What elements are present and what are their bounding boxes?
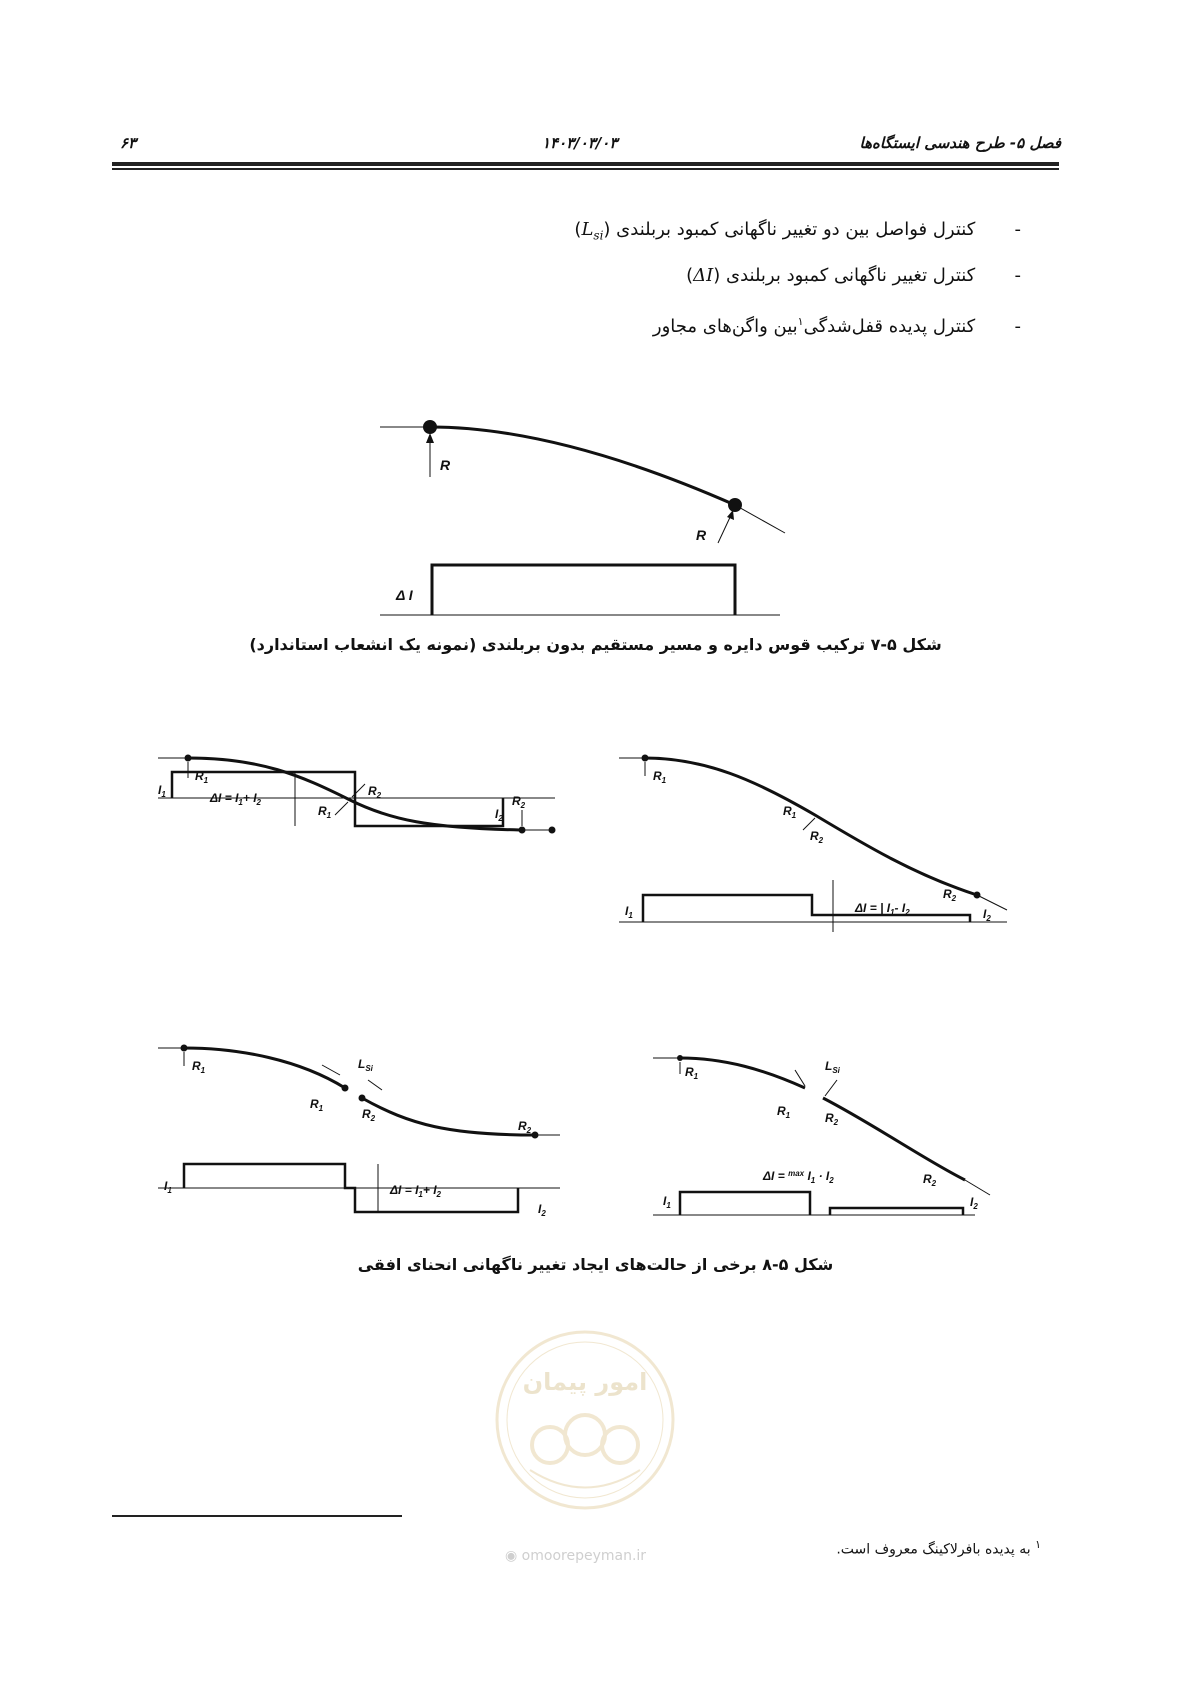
watermark-site-text: omoorepeyman.ir xyxy=(521,1548,647,1564)
delta-i-diagram xyxy=(432,565,735,615)
label-r1: $R_1$ xyxy=(192,1059,206,1075)
math-subscript: si xyxy=(593,228,604,243)
label-i1: $I_1$ xyxy=(625,904,633,920)
delta-i-diagram xyxy=(643,895,970,922)
point xyxy=(974,892,981,899)
label-r1: $R_1$ xyxy=(318,804,332,820)
point xyxy=(359,1095,366,1102)
curve-r2 xyxy=(362,1098,535,1135)
page-number: ۶۳ xyxy=(120,134,137,152)
label-r1: $R_1$ xyxy=(783,804,797,820)
label-i2: $I_2$ xyxy=(970,1195,978,1211)
bullet-text: کنترل پدیده قفل‌شدگی xyxy=(803,316,976,337)
label-r2: $R_2$ xyxy=(923,1172,937,1188)
bullet-item: - کنترل تغییر ناگهانی کمبود بربلندی (ΔI) xyxy=(686,265,1021,286)
watermark-logo xyxy=(490,1320,680,1520)
arrowhead xyxy=(426,433,434,443)
dimension-line xyxy=(322,1065,340,1075)
label-i2: $I_2$ xyxy=(538,1202,546,1218)
compound-curve xyxy=(645,758,977,895)
label-r1: $R_1$ xyxy=(195,769,209,785)
label-i1: $I_1$ xyxy=(663,1194,671,1210)
bullet-text: کنترل تغییر ناگهانی کمبود بربلندی ( xyxy=(713,265,976,286)
logo-text: امور پیمان xyxy=(522,1368,648,1396)
point xyxy=(642,755,649,762)
header-rule-thin xyxy=(112,168,1059,170)
footnote-rule xyxy=(112,1515,402,1517)
label-r-left: R xyxy=(440,457,451,473)
curve-r2 xyxy=(823,1098,965,1180)
point xyxy=(549,827,556,834)
label-r2: $R_2$ xyxy=(943,887,957,903)
point xyxy=(532,1132,539,1139)
label-r1: $R_1$ xyxy=(310,1097,324,1113)
gear-icon xyxy=(602,1427,638,1463)
bullet-item: - کنترل پدیده قفل‌شدگی$^۱$بین واگن‌های مجاور xyxy=(652,315,1021,337)
label-r1: $R_1$ xyxy=(685,1065,699,1081)
point xyxy=(342,1085,349,1092)
footnote-number: ۱ xyxy=(1035,1538,1041,1551)
figure-5-8-case-c xyxy=(150,1030,570,1225)
bullet-list xyxy=(574,215,1021,353)
arrow xyxy=(335,802,348,815)
label-i1: $I_1$ xyxy=(164,1179,172,1195)
footnote xyxy=(836,1538,1041,1558)
label-delta-i: Δ I xyxy=(396,587,413,603)
footnote-ref: ۱ xyxy=(797,315,804,328)
bullet-close-paren: ) xyxy=(686,265,694,286)
bullet-text: کنترل فواصل بین دو تغییر ناگهانی کمبود بربلندی ( xyxy=(603,219,976,240)
header-rule-thick xyxy=(112,162,1059,166)
bullet-text-after: بین واگن‌های مجاور xyxy=(652,316,798,337)
label-r1: $R_1$ xyxy=(777,1104,791,1120)
label-r1: $R_1$ xyxy=(653,769,667,785)
bullet-close-paren: ) xyxy=(574,219,582,240)
label-i2: $I_2$ xyxy=(983,907,991,923)
delta-i-diagram-2 xyxy=(830,1208,963,1215)
math-symbol: L xyxy=(581,219,594,240)
figure-7-caption: شکل ۵-۷ ترکیب قوس دایره و مسیر مستقیم بدون بربلندی (نمونه یک انشعاب استاندارد) xyxy=(249,635,942,654)
label-r2: $R_2$ xyxy=(368,784,382,800)
logo-grid-arc xyxy=(530,1470,640,1488)
dimension-line xyxy=(368,1080,382,1090)
label-lsi: $L_{Si}$ xyxy=(358,1057,373,1073)
figure-5-8-case-d xyxy=(645,1040,1005,1230)
circular-arc xyxy=(430,427,735,505)
label-r2: $R_2$ xyxy=(518,1119,532,1135)
label-lsi: $L_{Si}$ xyxy=(825,1059,840,1075)
logo-ring-inner xyxy=(507,1342,663,1498)
label-r-right: R xyxy=(696,527,707,543)
point xyxy=(185,755,192,762)
arc-start-point xyxy=(423,420,437,434)
label-delta-i: ΔI = $^{max}$ $I_1 \cdot I_2$ xyxy=(763,1169,834,1185)
gear-icon xyxy=(532,1427,568,1463)
label-r2: $R_2$ xyxy=(810,829,824,845)
label-r2: $R_2$ xyxy=(362,1107,376,1123)
tangent-line-right xyxy=(735,505,785,533)
label-delta-i: $\Delta I = I_1+ I_2$ xyxy=(210,791,261,807)
label-r2: $R_2$ xyxy=(512,794,526,810)
curve-r1 xyxy=(184,1048,345,1088)
label-r2: $R_2$ xyxy=(825,1111,839,1127)
point xyxy=(181,1045,188,1052)
figure-5-8-case-b xyxy=(615,740,1015,945)
figure-5-8-case-a xyxy=(150,740,570,910)
figure-8-caption: شکل ۵-۸ برخی از حالت‌های ایجاد تغییر ناگهانی انحنای افقی xyxy=(357,1255,834,1274)
chapter-title: فصل ۵- طرح هندسی ایستگاه‌ها xyxy=(859,134,1061,152)
label-i1: $I_1$ xyxy=(158,783,166,799)
label-delta-i: ΔI = | $I_1-$ $I_2$ xyxy=(855,901,910,917)
label-i2: $I_2$ xyxy=(495,807,503,823)
footnote-text: به پدیده بافرلاکینگ معروف است. xyxy=(836,1541,1031,1558)
curve-r1 xyxy=(680,1058,805,1088)
math-symbol: ΔI xyxy=(693,265,714,286)
point xyxy=(677,1055,683,1061)
tangent-line xyxy=(965,1180,990,1195)
arc-end-point xyxy=(728,498,742,512)
arrowhead xyxy=(727,510,734,520)
delta-i-diagram-1 xyxy=(680,1192,810,1215)
header-date: ۱۴۰۳/۰۳/۰۳ xyxy=(542,134,618,152)
logo-ring xyxy=(497,1332,673,1508)
tangent-line xyxy=(977,895,1007,910)
label-delta-i: $\Delta I = I_1+ I_2$ xyxy=(390,1183,441,1199)
dimension-line xyxy=(825,1080,837,1096)
watermark-site xyxy=(505,1548,646,1564)
gear-icon xyxy=(565,1415,605,1455)
bullet-item: - کنترل فواصل بین دو تغییر ناگهانی کمبود بربلندی $(L_{si})$ xyxy=(574,219,1021,243)
point xyxy=(519,827,526,834)
at-icon: ◉ xyxy=(505,1548,518,1564)
figure-5-7 xyxy=(370,405,790,620)
